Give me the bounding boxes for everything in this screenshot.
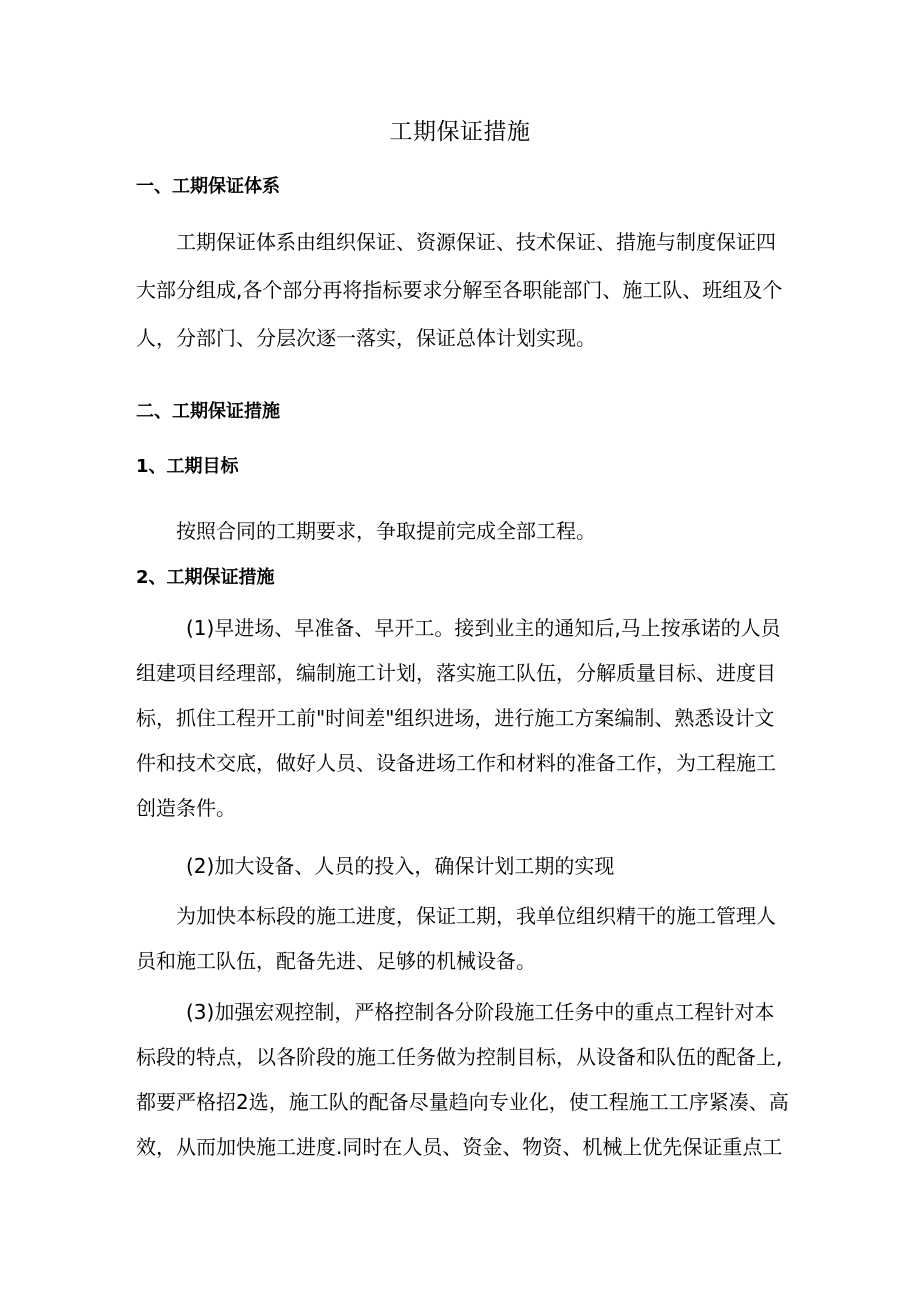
- paragraph-line: (3)加强宏观控制，严格控制各分阶段施工任务中的重点工程针对本: [186, 1000, 775, 1024]
- section-heading-2: 二、工期保证措施: [136, 401, 280, 422]
- paragraph-line: 组建项目经理部，编制施工计划，落实施工队伍，分解质量目标、进度目: [136, 661, 776, 685]
- subsection-heading-1: 1、工期目标: [136, 456, 239, 477]
- paragraph-line: (2)加大设备、人员的投入，确保计划工期的实现: [186, 854, 615, 878]
- item2-paragraph: [136, 898, 788, 980]
- paragraph-line: 人，分部门、分层次逐一落实，保证总体计划实现。: [136, 326, 596, 350]
- paragraph-line: 按照合同的工期要求，争取提前完成全部工程。: [176, 519, 596, 543]
- paragraph-line: 为加快本标段的施工进度，保证工期，我单位组织精干的施工管理人: [176, 904, 776, 928]
- paragraph-line: 效，从而加快施工进度.同时在人员、资金、物资、机械上优先保证重点工: [136, 1135, 783, 1159]
- item1-paragraph: [136, 610, 788, 827]
- subsection1-paragraph: [136, 512, 788, 550]
- paragraph-line: 大部分组成,各个部分再将指标要求分解至各职能部门、施工队、班组及个: [136, 278, 783, 302]
- subsection-heading-2: 2、工期保证措施: [136, 567, 275, 588]
- item2-heading: [136, 847, 788, 885]
- paragraph-line: 标段的特点，以各阶段的施工任务做为控制目标，从设备和队伍的配备上,: [136, 1045, 783, 1069]
- item3-paragraph: [136, 994, 788, 1166]
- paragraph-line: 工期保证体系由组织保证、资源保证、技术保证、措施与制度保证四: [176, 230, 776, 254]
- section-heading-1: 一、工期保证体系: [136, 176, 280, 197]
- paragraph-line: 件和技术交底，做好人员、设备进场工作和材料的准备工作，为工程施工: [136, 751, 776, 775]
- paragraph-line: (1)早进场、早准备、早开工。接到业主的通知后,马上按承诺的人员: [186, 616, 781, 640]
- paragraph-line: 员和施工队伍，配备先进、足够的机械设备。: [136, 949, 536, 973]
- paragraph-line: 标，抓住工程开工前"时间差"组织进场，进行施工方案编制、熟悉设计文: [136, 706, 775, 730]
- section1-paragraph: [136, 223, 788, 357]
- paragraph-line: 创造条件。: [136, 796, 236, 820]
- page-title: 工期保证措施: [389, 119, 531, 145]
- paragraph-line: 都要严格招2选，施工队的配备尽量趋向专业化，使工程施工工序紧凑、高: [136, 1090, 789, 1114]
